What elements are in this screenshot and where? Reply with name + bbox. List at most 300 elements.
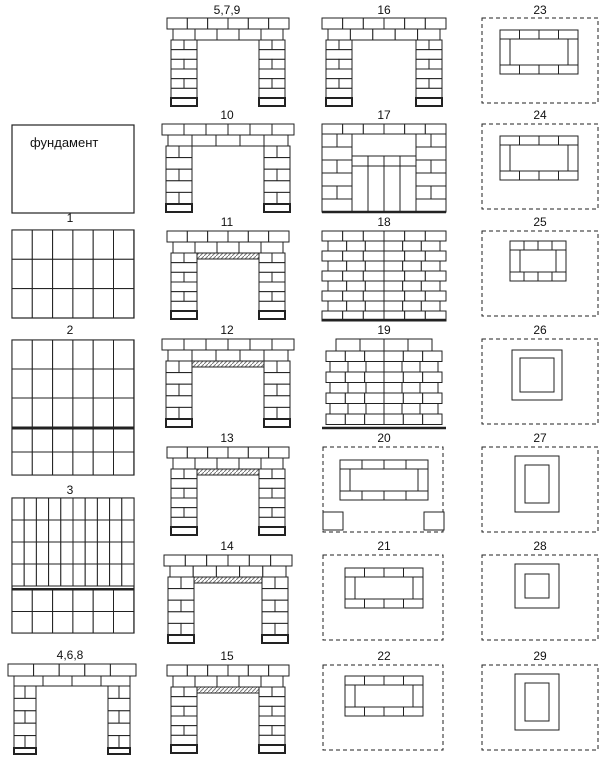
- brick: [272, 488, 285, 498]
- brick: [184, 469, 197, 479]
- brick: [384, 18, 405, 29]
- brick: [404, 568, 424, 577]
- brick: [418, 29, 440, 40]
- brick: [207, 555, 228, 566]
- brick: [425, 124, 446, 134]
- brick: [171, 311, 197, 319]
- brick: [14, 676, 43, 686]
- brick: [73, 498, 85, 520]
- brick: [114, 612, 134, 634]
- brick: [413, 577, 423, 599]
- brick: [326, 351, 345, 362]
- brick: [365, 393, 384, 404]
- brick: [524, 241, 538, 250]
- brick: [12, 452, 32, 475]
- brick: [261, 676, 283, 687]
- brick: [272, 706, 285, 716]
- row-10-plan: [162, 124, 294, 212]
- brick: [259, 735, 285, 745]
- row-label-17: 17: [377, 108, 391, 122]
- brick: [171, 253, 184, 263]
- brick: [259, 88, 285, 98]
- brick: [538, 241, 552, 250]
- brick: [539, 65, 559, 74]
- brick: [166, 373, 192, 385]
- brick: [330, 383, 348, 394]
- brick: [166, 146, 179, 158]
- brick: [32, 369, 52, 398]
- brick: [400, 166, 416, 212]
- brick: [403, 241, 422, 251]
- brick: [520, 65, 540, 74]
- brick: [166, 169, 179, 181]
- brick: [61, 498, 73, 520]
- brick: [73, 452, 93, 475]
- brick: [179, 407, 192, 419]
- brick: [206, 339, 228, 350]
- brick: [365, 351, 384, 362]
- row-3-plan: [12, 498, 134, 633]
- brick: [184, 508, 197, 518]
- row-2-plan: [12, 340, 134, 475]
- row-label-27: 27: [533, 431, 547, 445]
- brick: [184, 272, 197, 282]
- brick: [206, 124, 228, 135]
- brick: [384, 271, 405, 281]
- brick: [168, 600, 181, 612]
- brick: [408, 339, 432, 351]
- brick: [416, 186, 431, 199]
- brick: [171, 498, 197, 508]
- brick: [347, 301, 366, 311]
- brick: [108, 723, 130, 735]
- brick: [552, 241, 566, 250]
- brick: [167, 18, 187, 29]
- row-label-28: 28: [533, 539, 547, 553]
- brick: [365, 414, 384, 425]
- row-label-19: 19: [377, 323, 391, 337]
- brick: [61, 542, 73, 564]
- brick: [93, 429, 113, 452]
- brick: [259, 40, 272, 50]
- brick: [345, 707, 365, 716]
- brick: [384, 124, 405, 134]
- brick: [262, 612, 288, 624]
- brick: [12, 498, 24, 520]
- brick: [85, 564, 97, 586]
- row-1-plan: [12, 230, 134, 318]
- brick: [93, 590, 113, 612]
- brick: [520, 358, 554, 392]
- brick: [216, 350, 240, 361]
- brick: [330, 362, 348, 373]
- brick: [25, 686, 36, 698]
- brick: [167, 665, 187, 676]
- brick: [348, 362, 366, 373]
- row-label-10: 10: [220, 108, 234, 122]
- row-19-plan: [322, 339, 446, 428]
- brick: [173, 676, 195, 687]
- brick: [429, 59, 442, 69]
- brick: [345, 393, 364, 404]
- brick: [259, 469, 272, 479]
- brick: [108, 748, 130, 754]
- brick: [322, 291, 343, 301]
- brick: [248, 231, 268, 242]
- brick: [423, 372, 442, 383]
- brick: [368, 166, 384, 212]
- brick: [500, 145, 510, 171]
- row-21-plan: [323, 555, 443, 640]
- brick: [365, 372, 384, 383]
- brick: [425, 18, 446, 29]
- brick: [97, 542, 109, 564]
- brick: [264, 146, 277, 158]
- brick: [336, 339, 360, 351]
- brick: [500, 65, 520, 74]
- brick: [179, 361, 192, 373]
- brick: [328, 241, 347, 251]
- brick: [264, 192, 277, 204]
- brick: [216, 135, 240, 146]
- brick: [350, 29, 372, 40]
- brick: [520, 171, 540, 180]
- brick: [259, 527, 285, 535]
- brick: [25, 736, 36, 748]
- brick: [170, 566, 193, 577]
- brick: [49, 498, 61, 520]
- brick: [167, 447, 187, 458]
- brick: [228, 124, 250, 135]
- brick: [119, 736, 130, 748]
- brick: [49, 520, 61, 542]
- brick: [347, 261, 366, 271]
- brick: [337, 134, 352, 147]
- brick: [25, 711, 36, 723]
- brick: [248, 447, 268, 458]
- brick: [32, 398, 52, 427]
- brick: [259, 272, 272, 282]
- brick: [259, 706, 272, 716]
- brick: [384, 568, 404, 577]
- brick: [217, 676, 239, 687]
- brick: [405, 18, 426, 29]
- brick: [272, 253, 285, 263]
- brick: [328, 29, 350, 40]
- brick: [73, 520, 85, 542]
- row-label-22: 22: [377, 649, 391, 663]
- brick: [403, 414, 422, 425]
- brick: [568, 145, 578, 171]
- row-label-26: 26: [533, 323, 547, 337]
- brick: [114, 398, 134, 427]
- brick: [248, 665, 268, 676]
- brick: [262, 589, 288, 601]
- row-label-1: 1: [66, 211, 74, 225]
- brick: [12, 230, 32, 259]
- brick: [97, 520, 109, 542]
- brick: [559, 136, 579, 145]
- brick: [520, 30, 540, 39]
- brick: [239, 676, 261, 687]
- brick: [32, 340, 52, 369]
- brick: [431, 160, 446, 173]
- brick: [368, 156, 384, 166]
- brick: [264, 135, 288, 146]
- brick: [73, 289, 93, 318]
- brick: [345, 351, 364, 362]
- brick: [259, 498, 285, 508]
- brick: [272, 292, 285, 302]
- brick: [539, 171, 559, 180]
- brick: [262, 600, 275, 612]
- row-20-plan: [323, 447, 444, 532]
- brick: [337, 160, 352, 173]
- brick: [53, 369, 73, 398]
- brick: [337, 186, 352, 199]
- brick: [421, 241, 440, 251]
- brick: [264, 204, 290, 212]
- brick: [228, 665, 248, 676]
- brick: [559, 65, 579, 74]
- brick: [420, 362, 438, 373]
- brick: [322, 147, 352, 160]
- brick: [179, 384, 192, 396]
- brick: [171, 735, 197, 745]
- brick: [171, 479, 197, 489]
- brick: [416, 147, 446, 160]
- brick: [171, 69, 197, 79]
- brick: [49, 542, 61, 564]
- brick: [352, 156, 368, 166]
- brick: [171, 59, 184, 69]
- brick: [53, 340, 73, 369]
- brick: [429, 40, 442, 50]
- brick: [525, 465, 549, 503]
- brick: [524, 272, 538, 281]
- brick: [343, 231, 364, 241]
- brick: [431, 134, 446, 147]
- brick: [322, 18, 343, 29]
- brick: [262, 623, 275, 635]
- brick: [403, 301, 422, 311]
- brick: [93, 452, 113, 475]
- brick: [326, 40, 339, 50]
- brick: [171, 726, 184, 736]
- brick: [73, 398, 93, 427]
- brick: [208, 18, 228, 29]
- brick: [53, 452, 73, 475]
- brick: [85, 542, 97, 564]
- brick: [168, 635, 194, 643]
- brick: [195, 29, 217, 40]
- brick: [162, 124, 184, 135]
- brick: [345, 568, 365, 577]
- brick: [217, 29, 239, 40]
- brick: [326, 69, 352, 79]
- brick: [277, 384, 290, 396]
- brick: [326, 79, 339, 89]
- brick: [343, 18, 364, 29]
- brick: [259, 98, 285, 106]
- brick: [323, 512, 343, 530]
- brick: [326, 59, 339, 69]
- brick: [424, 512, 444, 530]
- brick: [72, 676, 101, 686]
- brick: [93, 612, 113, 634]
- row-12-plan: [162, 339, 294, 427]
- brick: [24, 520, 36, 542]
- brick: [259, 311, 285, 319]
- brick: [559, 171, 579, 180]
- brick: [184, 292, 197, 302]
- brick: [184, 488, 197, 498]
- brick: [322, 271, 343, 281]
- brick: [73, 259, 93, 288]
- brick: [510, 241, 524, 250]
- brick: [328, 301, 347, 311]
- brick: [510, 272, 524, 281]
- brick: [97, 498, 109, 520]
- brick: [24, 542, 36, 564]
- brick: [122, 520, 134, 542]
- brick: [171, 697, 197, 707]
- brick: [250, 339, 272, 350]
- brick: [326, 372, 345, 383]
- brick: [272, 687, 285, 697]
- row-24-plan: [482, 124, 598, 209]
- brick: [250, 124, 272, 135]
- brick: [277, 146, 290, 158]
- brick: [360, 339, 384, 351]
- brick: [108, 686, 119, 698]
- brick: [53, 289, 73, 318]
- brick: [166, 384, 179, 396]
- brick: [259, 50, 285, 60]
- brick: [119, 686, 130, 698]
- brick: [171, 517, 197, 527]
- brick: [239, 29, 261, 40]
- brick: [173, 242, 195, 253]
- brick: [525, 574, 549, 598]
- brick: [184, 124, 206, 135]
- brick: [8, 664, 34, 676]
- brick: [277, 192, 290, 204]
- brick: [53, 230, 73, 259]
- row-label-18: 18: [377, 215, 391, 229]
- brick: [384, 231, 405, 241]
- lintel: [197, 253, 259, 259]
- brick: [404, 707, 424, 716]
- brick: [416, 59, 429, 69]
- brick: [264, 361, 277, 373]
- brick: [264, 384, 277, 396]
- row-label-16: 16: [377, 3, 391, 17]
- row-label-21: 21: [377, 539, 391, 553]
- brick: [348, 404, 366, 415]
- brick: [181, 623, 194, 635]
- brick: [208, 665, 228, 676]
- brick: [166, 407, 179, 419]
- brick: [347, 241, 366, 251]
- brick: [93, 369, 113, 398]
- brick: [269, 665, 289, 676]
- brick: [184, 706, 197, 716]
- brick: [168, 623, 181, 635]
- brick: [363, 271, 384, 281]
- brick: [384, 362, 402, 373]
- brick: [195, 242, 217, 253]
- brick: [14, 698, 36, 710]
- brick: [263, 566, 286, 577]
- brick: [272, 59, 285, 69]
- brick: [93, 340, 113, 369]
- brick: [539, 136, 559, 145]
- brick: [339, 40, 352, 50]
- brick: [340, 491, 362, 500]
- brick: [406, 460, 428, 469]
- brick: [171, 687, 184, 697]
- brick: [97, 564, 109, 586]
- brick: [166, 181, 192, 193]
- brick: [36, 542, 48, 564]
- brick: [114, 590, 134, 612]
- brick: [340, 469, 350, 491]
- brick: [322, 160, 337, 173]
- brick: [171, 488, 184, 498]
- brick: [34, 664, 60, 676]
- brick: [184, 339, 206, 350]
- brick: [322, 186, 337, 199]
- row-13-plan: [167, 447, 289, 535]
- brick: [269, 231, 289, 242]
- row-26-plan: [482, 339, 598, 424]
- brick: [363, 231, 384, 241]
- brick: [259, 253, 272, 263]
- brick: [184, 79, 197, 89]
- brick: [248, 18, 268, 29]
- brick: [228, 555, 249, 566]
- brick: [403, 351, 422, 362]
- brick: [259, 282, 285, 292]
- brick: [500, 136, 520, 145]
- brick: [14, 686, 25, 698]
- brick: [365, 261, 384, 271]
- brick: [405, 251, 426, 261]
- brick: [122, 542, 134, 564]
- brick: [208, 447, 228, 458]
- brick: [345, 414, 364, 425]
- brick: [171, 508, 184, 518]
- brick: [425, 271, 446, 281]
- brick: [181, 600, 194, 612]
- brick: [525, 683, 549, 721]
- row-16-plan: [322, 18, 446, 106]
- brick: [416, 160, 431, 173]
- brick: [259, 697, 285, 707]
- brick: [259, 263, 285, 273]
- brick: [400, 156, 416, 166]
- brick: [343, 251, 364, 261]
- brick: [108, 736, 119, 748]
- brick: [365, 707, 385, 716]
- brick: [272, 40, 285, 50]
- brick: [73, 340, 93, 369]
- brick: [416, 40, 429, 50]
- brick: [122, 564, 134, 586]
- brick: [421, 261, 440, 271]
- brick: [384, 676, 404, 685]
